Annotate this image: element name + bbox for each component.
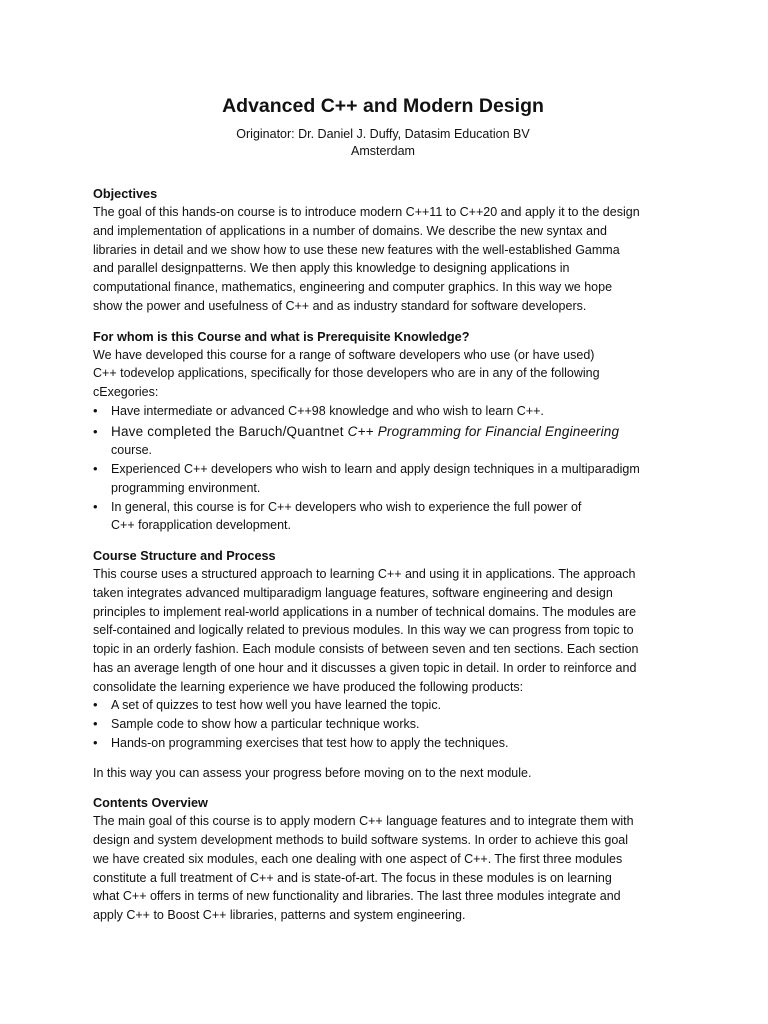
bullet-text: Have completed the Baruch/Quantnet [111, 423, 348, 439]
structure-line: topic in an orderly fashion. Each module consists of between seven and ten sections. Each section [93, 642, 639, 656]
audience-list [93, 402, 673, 535]
product-bullet [93, 696, 673, 715]
contents-heading: Contents Overview [93, 796, 208, 811]
bullet-text: course. [111, 443, 152, 458]
bullet-text: Have intermediate or advanced C++98 knowledge and who wish to learn C++. [111, 403, 544, 418]
contents-line: design and system development methods to build software systems. In order to achieve this goal [93, 833, 629, 847]
course-title-italic: C++ Programming for Financial Engineering [347, 423, 620, 439]
product-bullet [93, 734, 673, 753]
contents-line: what C++ offers in terms of new functionality and libraries. The last three modules integrate and [93, 889, 621, 904]
product-bullet [93, 715, 673, 734]
bullet-text: Sample code to show how a particular technique works. [111, 717, 420, 731]
products-list [93, 696, 673, 752]
audience-bullet [93, 460, 673, 498]
bullet-text: Experienced C++ developers who wish to learn and apply design techniques in a multiparadigm [111, 462, 640, 476]
objectives-line: libraries in detail and we show how to use these new features with the well-established Gamma [93, 242, 620, 257]
structure-line: principles to implement real-world applications in a number of technical domains. The modules are [93, 604, 637, 619]
audience-section [93, 328, 673, 536]
document-title: Advanced C++ and Modern Design [222, 95, 544, 117]
bullet-text: A set of quizzes to test how well you have learned the topic. [111, 698, 442, 713]
objectives-line: computational finance, mathematics, engineering and computer graphics. In this way we hope [93, 280, 613, 294]
objectives-line: The goal of this hands-on course is to introduce modern C++11 to C++20 and apply it to the design [93, 205, 640, 219]
audience-bullet [93, 423, 673, 461]
contents-section [93, 794, 673, 925]
objectives-line: and parallel designpatterns. We then apply this knowledge to designing applications in [93, 261, 570, 276]
contents-line: The main goal of this course is to apply modern C++ language features and to integrate them with [93, 814, 634, 829]
bullet-text: In general, this course is for C++ developers who wish to experience the full power of [111, 499, 582, 514]
audience-bullet [93, 498, 673, 536]
objectives-section [93, 185, 673, 316]
bullet-text: programming environment. [111, 480, 261, 495]
structure-line: has an average length of one hour and it discusses a given topic in detail. In order to reinforce and [93, 660, 637, 675]
structure-heading: Course Structure and Process [93, 549, 276, 563]
objectives-line: show the power and usefulness of C++ and as industry standard for software developers. [93, 298, 587, 313]
structure-line: This course uses a structured approach to learning C++ and using it in applications. The approach [93, 567, 636, 581]
contents-line: we have created six modules, each one dealing with one aspect of C++. The first three modules [93, 851, 623, 866]
structure-line: taken integrates advanced multiparadigm language features, software engineering and design [93, 585, 613, 600]
contents-line: apply C++ to Boost C++ libraries, patterns and system engineering. [93, 908, 466, 922]
bullet-text: C++ forapplication development. [111, 518, 291, 533]
audience-heading: For whom is this Course and what is Prerequisite Knowledge? [93, 329, 470, 344]
document-page [93, 93, 673, 925]
originator-line: Originator: Dr. Daniel J. Duffy, Datasim Education BV [236, 127, 530, 141]
structure-section [93, 547, 673, 782]
objectives-heading: Objectives [93, 187, 158, 201]
bullet-text: Hands-on programming exercises that test how to apply the techniques. [111, 735, 509, 750]
contents-line: constitute a full treatment of C++ and is state-of-art. The focus in these modules is on learning [93, 870, 612, 885]
audience-line: cExegories: [93, 385, 159, 399]
objectives-line: and implementation of applications in a number of domains. We describe the new syntax and [93, 223, 607, 238]
structure-line: consolidate the learning experience we have produced the following products: [93, 679, 524, 694]
audience-line: C++ todevelop applications, specifically for those developers who are in any of the following [93, 366, 600, 381]
location-line: Amsterdam [351, 144, 415, 158]
audience-line: We have developed this course for a range of software developers who use (or have used) [93, 347, 595, 362]
audience-bullet [93, 402, 673, 421]
structure-closing: In this way you can assess your progress before moving on to the next module. [93, 765, 532, 780]
structure-line: self-contained and logically related to previous modules. In this way we can progress from topic to [93, 623, 634, 638]
